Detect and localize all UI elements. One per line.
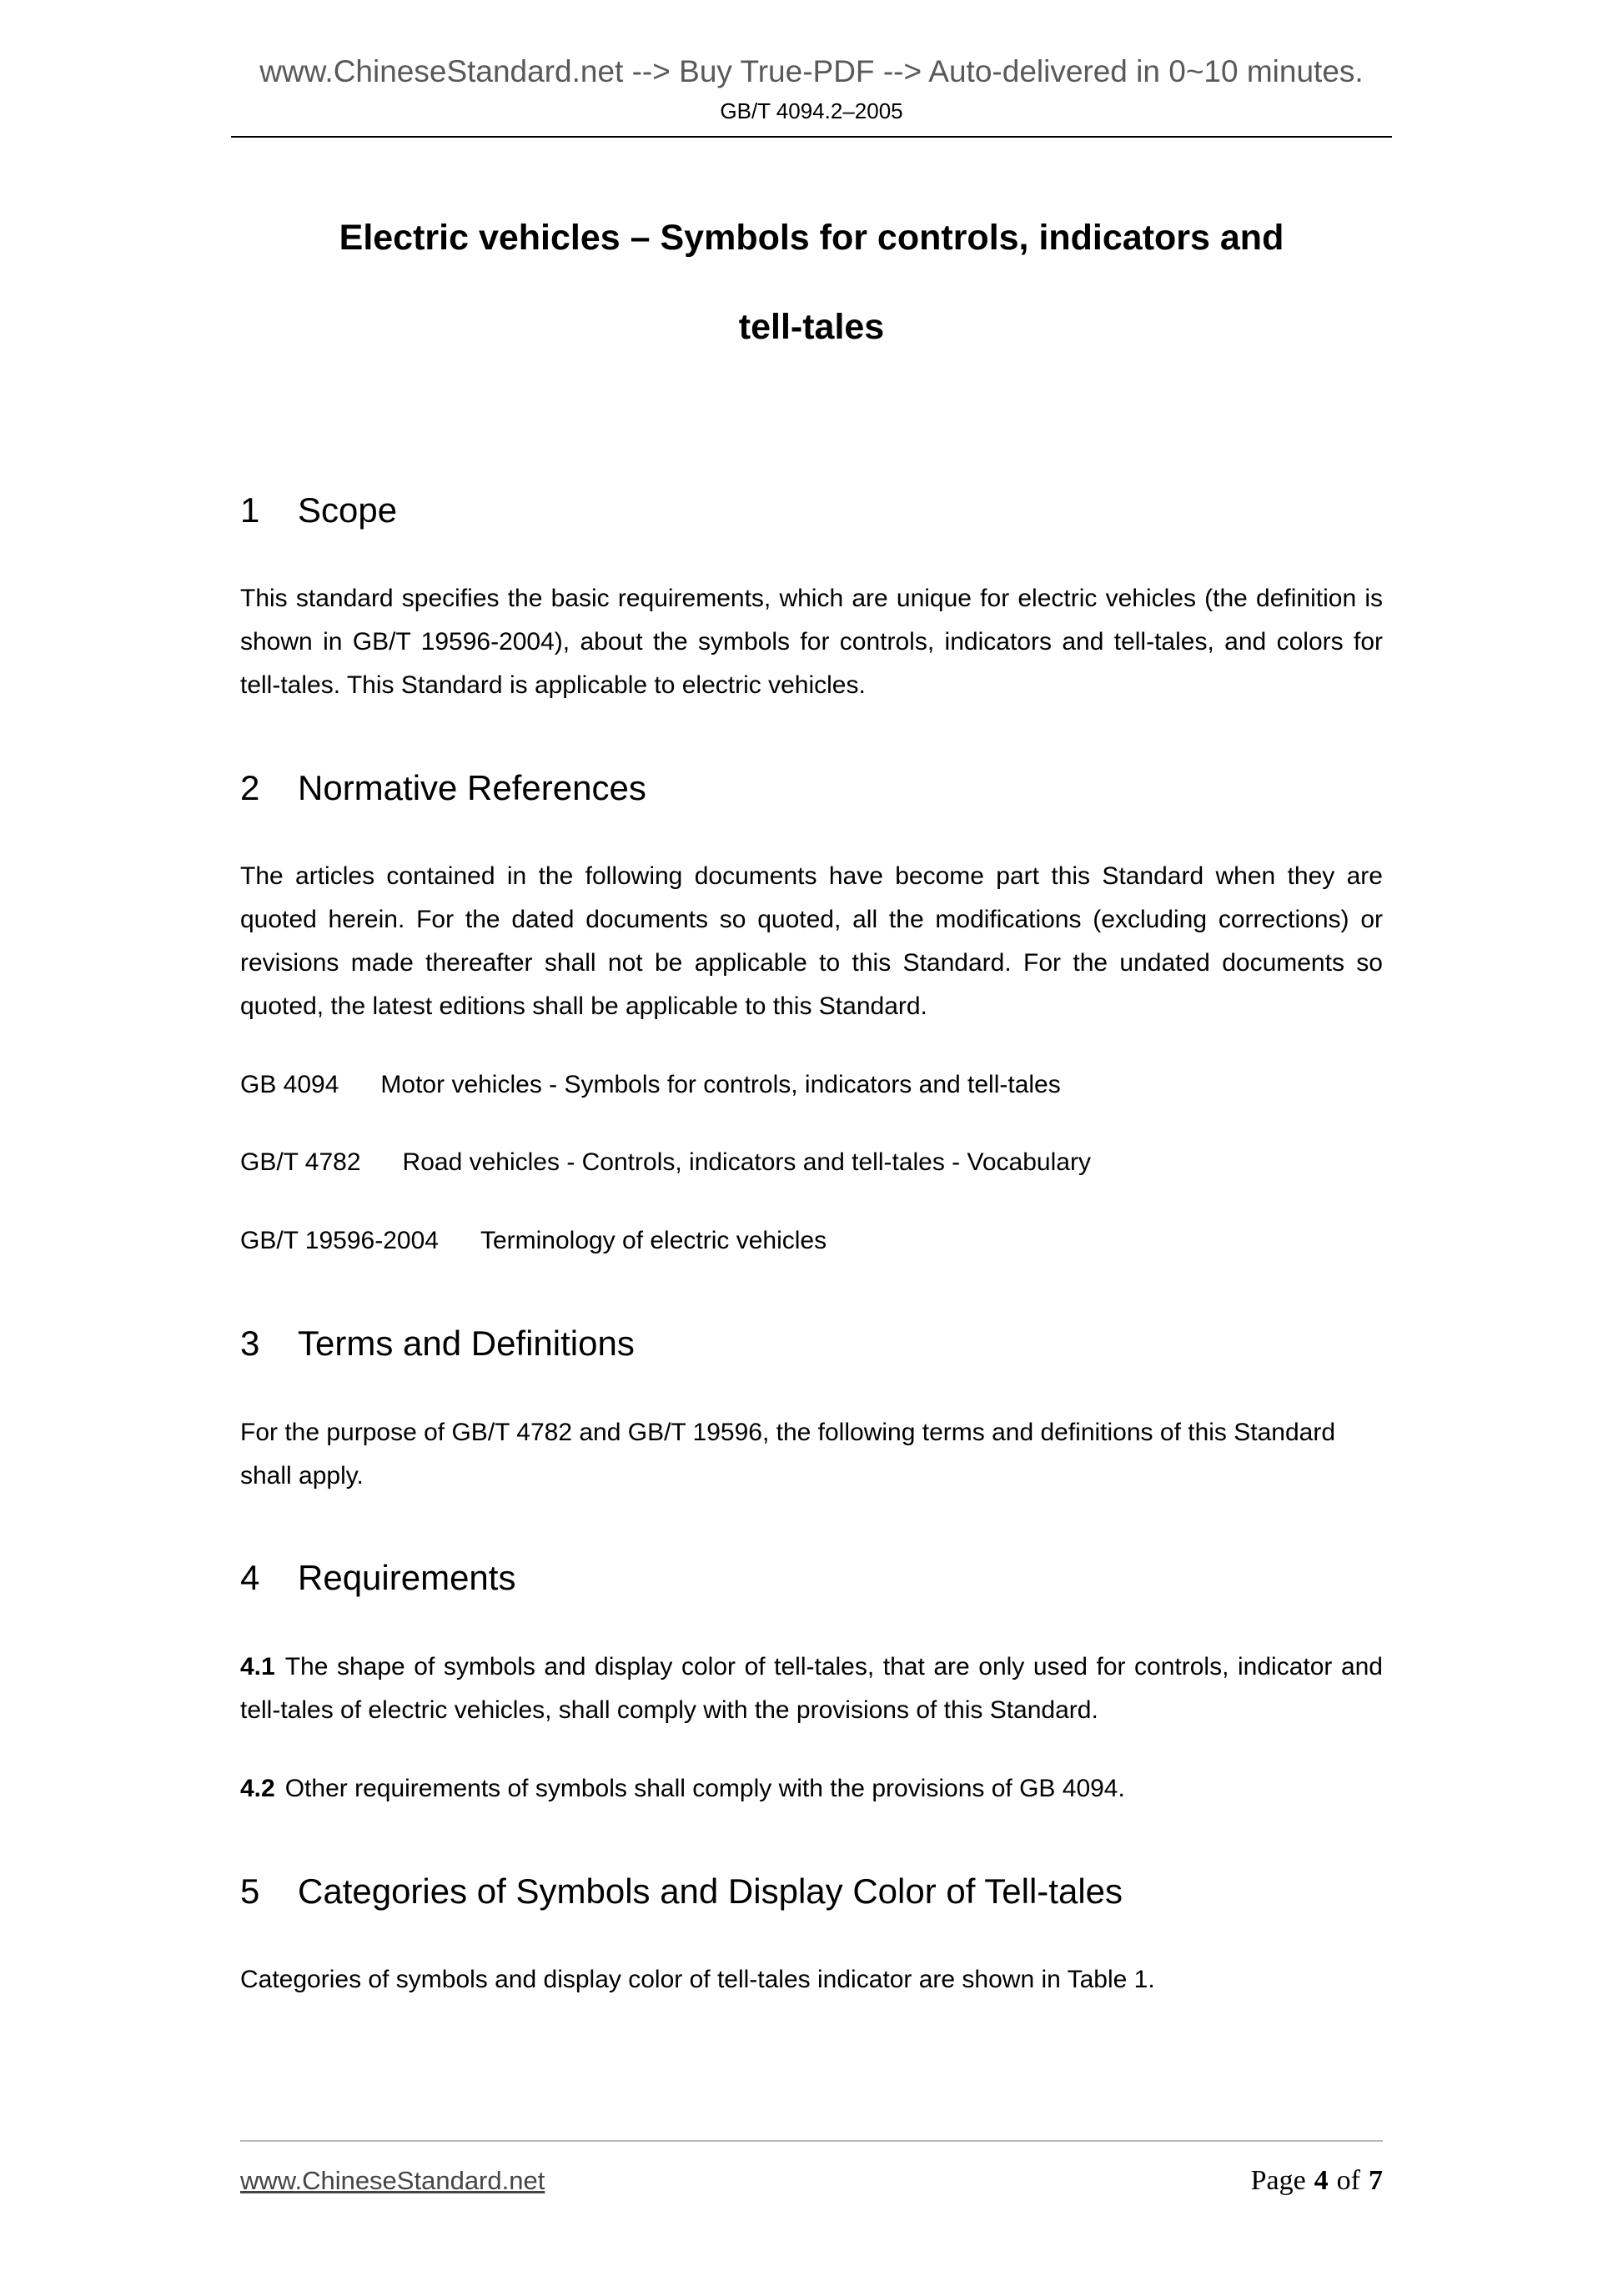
doc-code: GB/T 4094.2–2005 xyxy=(720,98,903,124)
requirement-4-1-number: 4.1 xyxy=(240,1652,275,1681)
reference-3-code: GB/T 19596-2004 xyxy=(240,1227,439,1255)
reference-item-3 xyxy=(240,1219,1383,1263)
section-1-heading xyxy=(240,490,1383,531)
page-indicator xyxy=(1251,2165,1383,2197)
section-2-heading xyxy=(240,767,1383,809)
section-1-title: Scope xyxy=(298,490,398,530)
section-1-number: 1 xyxy=(240,490,260,530)
section-5-number: 5 xyxy=(240,1871,260,1911)
page-label: Page xyxy=(1250,2165,1306,2196)
requirement-4-1-text: The shape of symbols and display color of tell-tales, that are only used for controls, indicator and tell-tales of electric vehicles, shall comply with the provisions of this Standard. xyxy=(240,1652,1383,1724)
reference-item-1 xyxy=(240,1063,1383,1107)
section-5-heading xyxy=(240,1871,1383,1912)
document-title-line1: Electric vehicles – Symbols for controls, indicators and xyxy=(339,218,1284,259)
section-2-number: 2 xyxy=(240,767,260,807)
section-2-paragraph: The articles contained in the following documents have become part this Standard when they are quoted herein. For the dated documents so quoted, all the modifications (excluding corrections) or revisions made thereafter shall not be applicable to this Standard. For the undated documents so quoted, the latest editions shall be applicable to this Standard. xyxy=(240,862,1383,1020)
requirement-4-2 xyxy=(240,1767,1383,1811)
section-3-heading xyxy=(240,1323,1383,1364)
section-5-title: Categories of Symbols and Display Color of Tell-tales xyxy=(298,1871,1123,1911)
document-title xyxy=(240,217,1383,349)
document-title-line2: tell-tales xyxy=(738,306,885,347)
section-3-title: Terms and Definitions xyxy=(298,1324,635,1364)
section-3-number: 3 xyxy=(240,1324,260,1364)
reference-1-description: Motor vehicles - Symbols for controls, indicators and tell-tales xyxy=(380,1070,1061,1098)
requirement-4-2-text: Other requirements of symbols shall comply with the provisions of GB 4094. xyxy=(284,1774,1125,1802)
header-divider xyxy=(231,136,1392,138)
footer-site-link[interactable]: www.ChineseStandard.net xyxy=(240,2166,545,2195)
header-promo: www.ChineseStandard.net --> Buy True-PDF --> Auto-delivered in 0~10 minutes. xyxy=(259,54,1364,88)
reference-2-description: Road vehicles - Controls, indicators and tell-tales - Vocabulary xyxy=(402,1148,1091,1177)
section-2-title: Normative References xyxy=(298,767,646,807)
reference-item-2 xyxy=(240,1141,1383,1184)
page-footer xyxy=(240,2140,1383,2197)
requirement-4-1 xyxy=(240,1645,1383,1732)
requirement-4-2-number: 4.2 xyxy=(240,1774,275,1802)
section-5-paragraph: Categories of symbols and display color of tell-tales indicator are shown in Table 1. xyxy=(240,1965,1155,1993)
reference-3-description: Terminology of electric vehicles xyxy=(480,1227,827,1255)
section-1-paragraph: This standard specifies the basic requirements, which are unique for electric vehicles (the definition is shown in GB/T 19596-2004), about the symbols for controls, indicators and tell-tales, and colors for tell-tales. This Standard is applicable to electric vehicles. xyxy=(240,584,1383,699)
section-3-paragraph: For the purpose of GB/T 4782 and GB/T 19596, the following terms and definitions of this Standard shall apply. xyxy=(240,1418,1336,1490)
section-4-title: Requirements xyxy=(298,1558,516,1598)
reference-2-code: GB/T 4782 xyxy=(240,1148,361,1177)
of-label: of xyxy=(1336,2165,1360,2196)
section-4-heading xyxy=(240,1557,1383,1599)
reference-1-code: GB 4094 xyxy=(240,1070,339,1098)
page-number: 4 xyxy=(1314,2165,1329,2196)
page-total: 7 xyxy=(1369,2165,1383,2196)
section-4-number: 4 xyxy=(240,1558,260,1598)
page-content xyxy=(240,217,1383,2001)
